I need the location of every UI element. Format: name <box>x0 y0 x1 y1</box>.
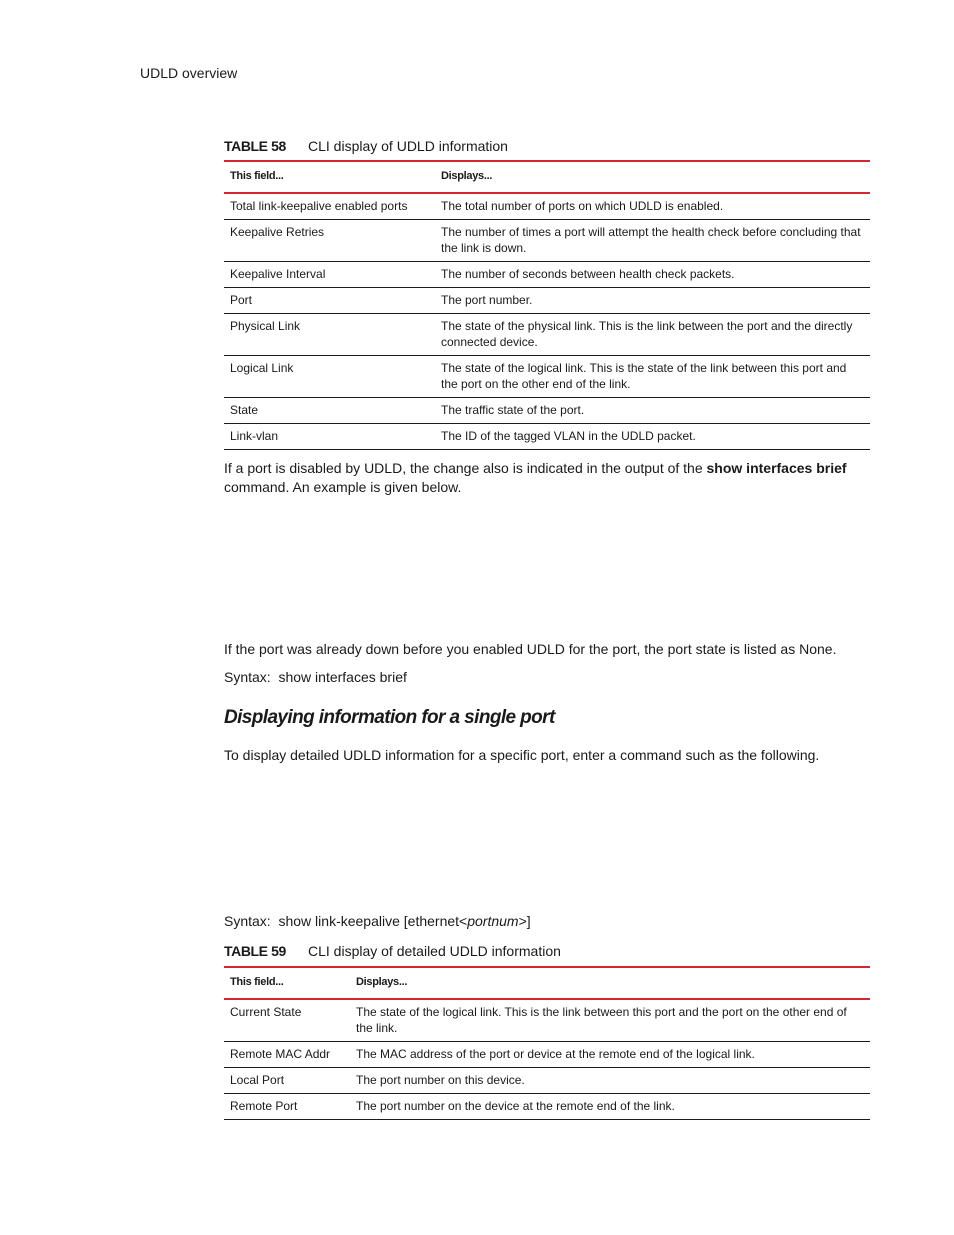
field-cell: Logical Link <box>224 356 435 398</box>
table-row <box>224 1042 870 1068</box>
table-59 <box>224 966 870 1120</box>
table-row <box>224 398 870 424</box>
desc-cell: The port number. <box>435 288 870 314</box>
desc-cell: The port number on the device at the remote end of the link. <box>350 1094 870 1120</box>
field-cell: Total link-keepalive enabled ports <box>224 193 435 220</box>
syntax-line <box>224 913 531 929</box>
field-cell: Local Port <box>224 1068 350 1094</box>
column-header-displays: Displays... <box>350 967 870 999</box>
field-cell: Keepalive Interval <box>224 262 435 288</box>
table-58-title: CLI display of UDLD information <box>308 138 508 154</box>
desc-cell: The MAC address of the port or device at the remote end of the logical link. <box>350 1042 870 1068</box>
paragraph-port-state: If the port was already down before you enabled UDLD for the port, the port state is listed as None. <box>224 641 837 657</box>
syntax-line <box>224 669 407 685</box>
field-cell: Port <box>224 288 435 314</box>
field-cell: Remote MAC Addr <box>224 1042 350 1068</box>
table-row <box>224 1094 870 1120</box>
syntax-command: show interfaces brief <box>278 669 407 685</box>
field-cell: Remote Port <box>224 1094 350 1120</box>
command-name: show interfaces brief <box>706 460 847 476</box>
table-row <box>224 356 870 398</box>
field-cell: Link-vlan <box>224 424 435 450</box>
table-row <box>224 220 870 262</box>
table-59-title: CLI display of detailed UDLD information <box>308 943 561 959</box>
field-cell: State <box>224 398 435 424</box>
table-58-caption <box>224 138 508 154</box>
syntax-command: show link-keepalive [ethernet <box>278 913 460 929</box>
table-row <box>224 999 870 1042</box>
column-header-field: This field... <box>224 161 435 193</box>
table-59-label: TABLE 59 <box>224 943 286 959</box>
desc-cell: The port number on this device. <box>350 1068 870 1094</box>
table-59-caption <box>224 943 561 959</box>
desc-cell: The state of the logical link. This is the link between this port and the port on the other end of the link. <box>350 999 870 1042</box>
desc-cell: The ID of the tagged VLAN in the UDLD packet. <box>435 424 870 450</box>
table-header-row <box>224 161 870 193</box>
running-head: UDLD overview <box>140 65 238 81</box>
field-cell: Physical Link <box>224 314 435 356</box>
syntax-bracket: < <box>459 913 468 929</box>
field-cell: Keepalive Retries <box>224 220 435 262</box>
syntax-label: Syntax: <box>224 913 271 929</box>
desc-cell: The state of the physical link. This is the link between the port and the directly connected device. <box>435 314 870 356</box>
desc-cell: The total number of ports on which UDLD is enabled. <box>435 193 870 220</box>
table-58 <box>224 160 870 450</box>
paragraph-udld-disabled <box>224 459 874 497</box>
table-row <box>224 314 870 356</box>
desc-cell: The traffic state of the port. <box>435 398 870 424</box>
field-cell: Current State <box>224 999 350 1042</box>
table-row <box>224 424 870 450</box>
desc-cell: The number of seconds between health check packets. <box>435 262 870 288</box>
table-58-label: TABLE 58 <box>224 138 286 154</box>
paragraph-text: command. An example is given below. <box>224 479 462 495</box>
table-row <box>224 1068 870 1094</box>
paragraph-text: If a port is disabled by UDLD, the change also is indicated in the output of the <box>224 460 707 476</box>
section-heading: Displaying information for a single port <box>224 707 555 728</box>
column-header-displays: Displays... <box>435 161 870 193</box>
table-row <box>224 288 870 314</box>
syntax-label: Syntax: <box>224 669 271 685</box>
desc-cell: The number of times a port will attempt the health check before concluding that the link is down. <box>435 220 870 262</box>
table-header-row <box>224 967 870 999</box>
table-row <box>224 193 870 220</box>
section-intro: To display detailed UDLD information for a specific port, enter a command such as the following. <box>224 747 820 763</box>
syntax-bracket: >] <box>518 913 531 929</box>
column-header-field: This field... <box>224 967 350 999</box>
desc-cell: The state of the logical link. This is the state of the link between this port and the port on the other end of the link. <box>435 356 870 398</box>
table-row <box>224 262 870 288</box>
syntax-argument: portnum <box>467 913 519 929</box>
